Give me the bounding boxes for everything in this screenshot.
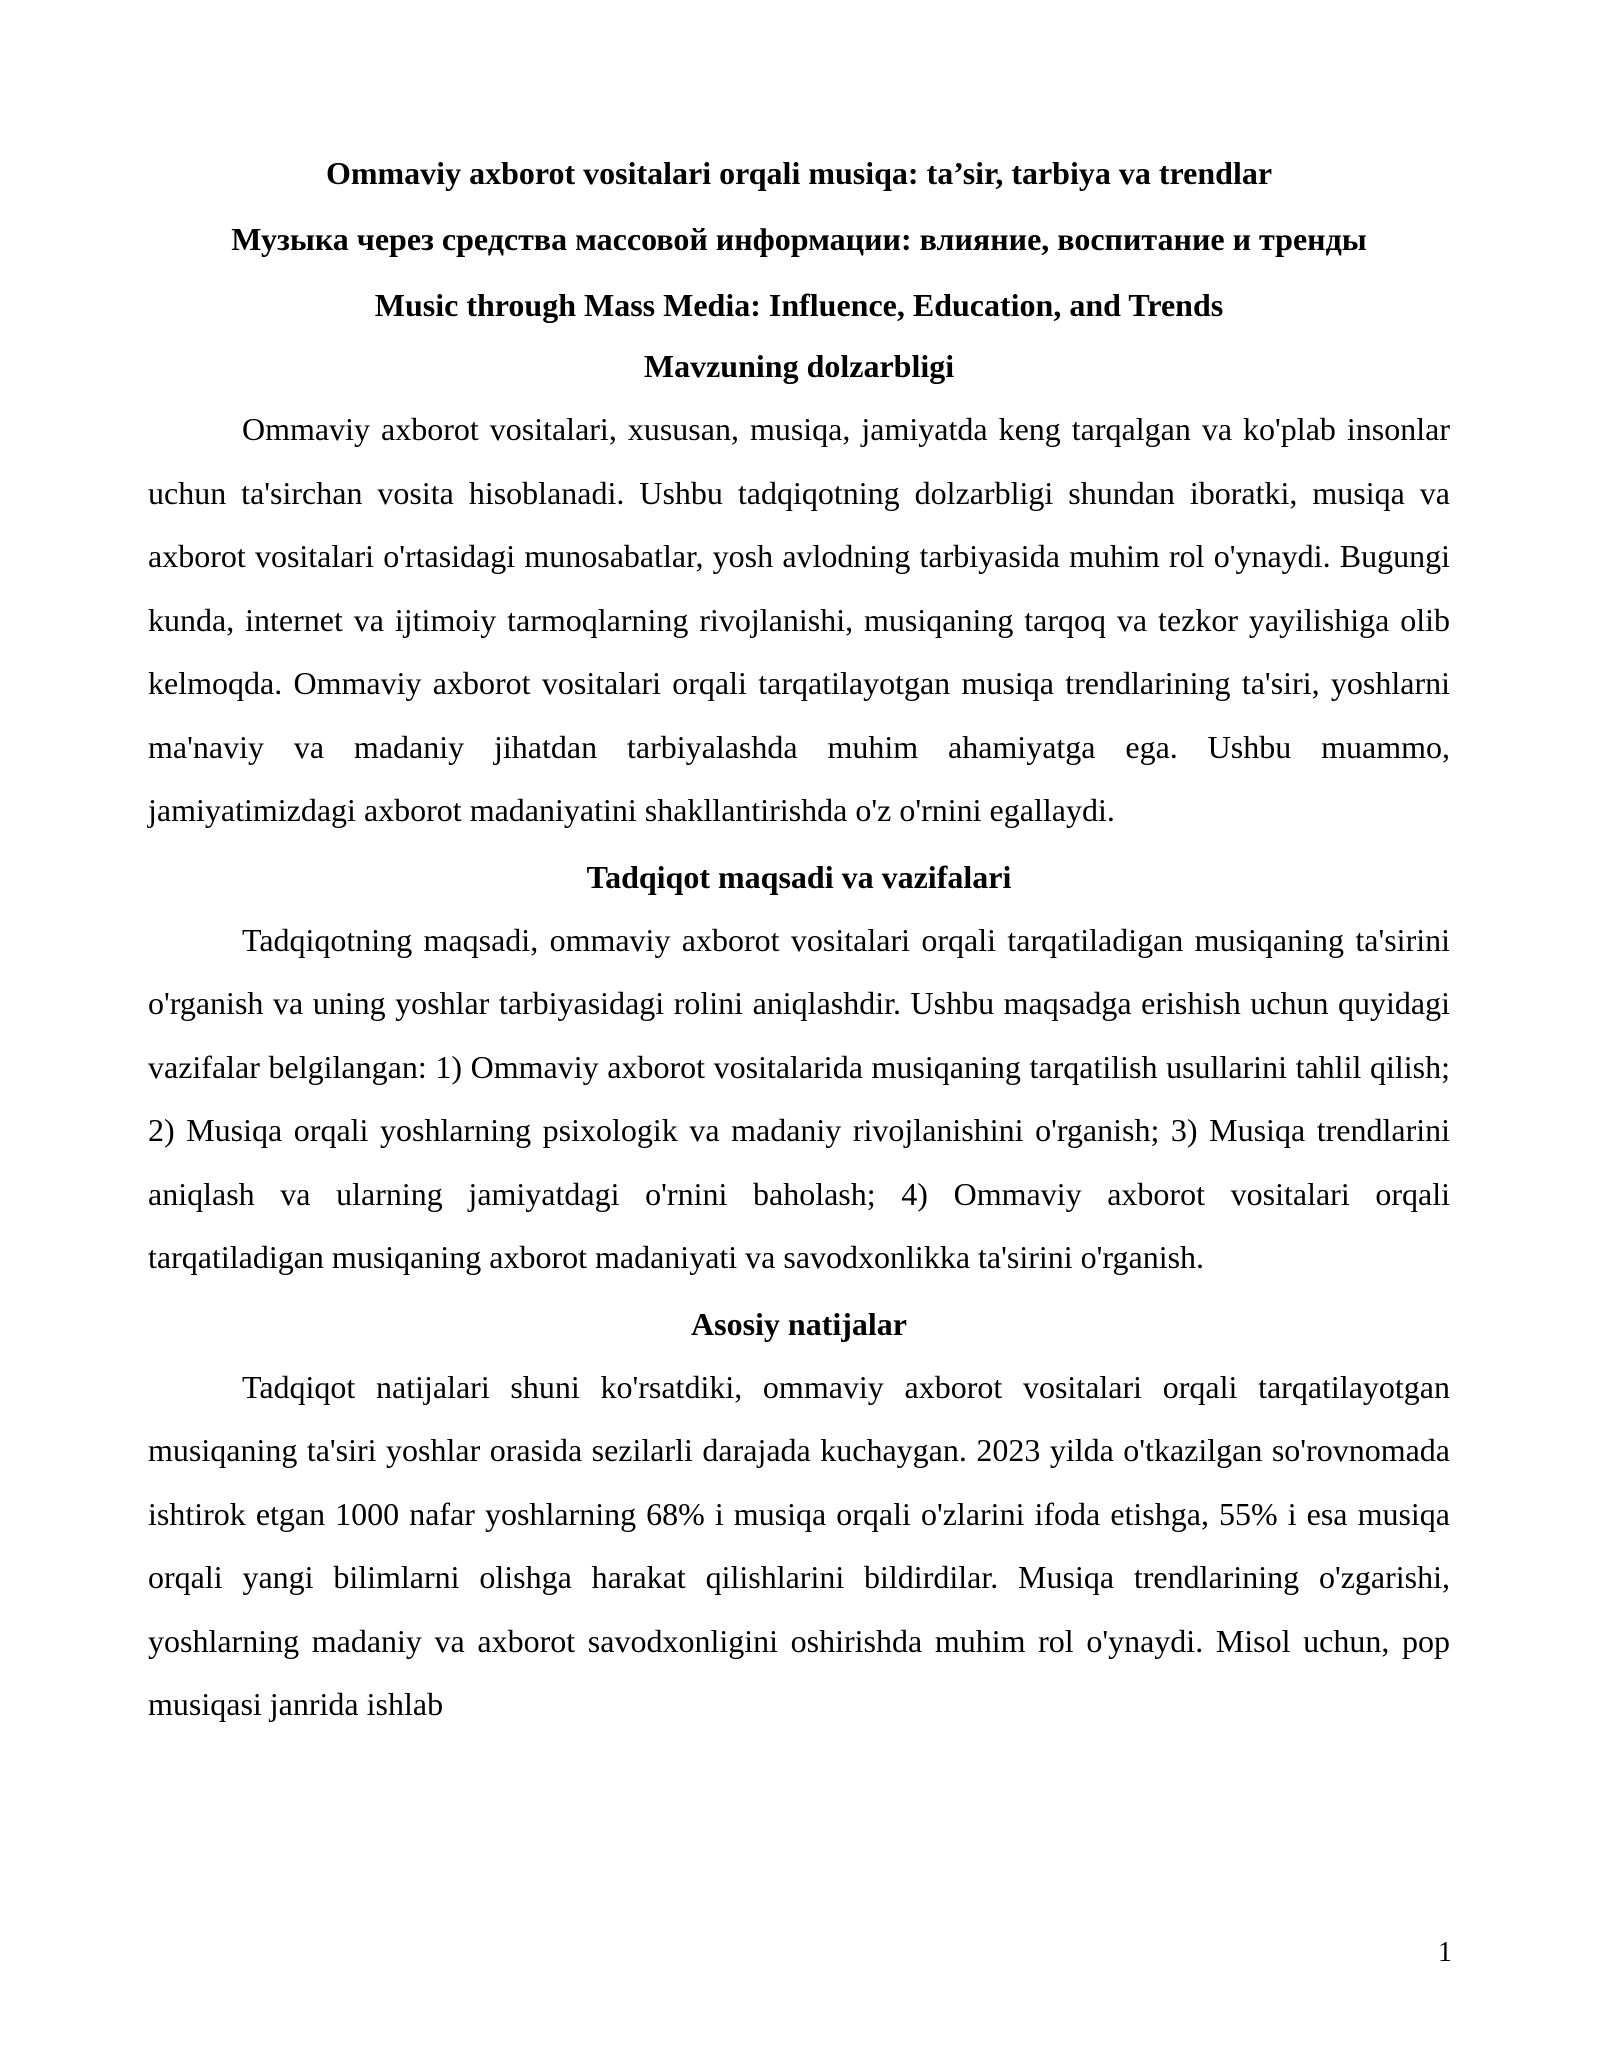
title-english: Music through Mass Media: Influence, Education, and Trends xyxy=(374,287,1224,323)
page-number: 1 xyxy=(1438,1937,1452,1968)
title-uzbek: Ommaviy axborot vositalari orqali musiqa: ta’sir, tarbiya va trendlar xyxy=(325,155,1273,191)
section-heading-results: Asosiy natijalar xyxy=(691,1305,907,1342)
title-russian: Музыка через средства массовой информации: влияние, воспитание и тренды xyxy=(231,221,1367,257)
section-heading-goals: Tadqiqot maqsadi va vazifalari xyxy=(586,858,1012,895)
section-paragraph-goals: Tadqiqotning maqsadi, ommaviy axborot vositalari orqali tarqatiladigan musiqaning ta'sirini o'rganish va uning yoshlar tarbiyasidagi rolini aniqlashdir. Ushbu maqsadga erishish uchun quyidagi vazifalar belgilangan: 1) Ommaviy axborot vositalarida musiqaning tarqatilish usullarini tahlil qilish; 2) Musiqa orqali yoshlarning psixologik va madaniy rivojlanishini o'rganish; 3) Musiqa trendlarini aniqlash va ularning jamiyatdagi o'rnini baholash; 4) Ommaviy axborot vositalari orqali tarqatiladigan musiqaning axborot madaniyati va savodxonlikka ta'sirini o'rganish. xyxy=(148,921,1450,1275)
section-paragraph-relevance: Ommaviy axborot vositalari, xususan, musiqa, jamiyatda keng tarqalgan va ko'plab insonlar uchun ta'sirchan vosita hisoblanadi. Ushbu tadqiqotning dolzarbligi shundan iboratki, musiqa va axborot vositalari o'rtasidagi munosabatlar, yosh avlodning tarbiyasida muhim rol o'ynaydi. Bugungi kunda, internet va ijtimoiy tarmoqlarning rivojlanishi, musiqaning tarqoq va tezkor yayilishiga olib kelmoqda. Ommaviy axborot vositalari orqali tarqatilayotgan musiqa trendlarining ta'siri, yoshlarni ma'naviy va madaniy jihatdan tarbiyalashda muhim ahamiyatga ega. Ushbu muammo, jamiyatimizdagi axborot madaniyatini shakllantirishda o'z o'rnini egallaydi. xyxy=(148,411,1450,828)
section-heading-relevance: Mavzuning dolzarbligi xyxy=(643,348,955,384)
page-content xyxy=(148,140,1450,1737)
section-paragraph-results: Tadqiqot natijalari shuni ko'rsatdiki, ommaviy axborot vositalari orqali tarqatilayotgan musiqaning ta'siri yoshlar orasida sezilarli darajada kuchaygan. 2023 yilda o'tkazilgan so'rovnomada ishtirok etgan 1000 nafar yoshlarning 68% i musiqa orqali o'zlarini ifoda etishga, 55% i esa musiqa orqali yangi bilimlarni olishga harakat qilishlarini bildirdilar. Musiqa trendlarining o'zgarishi, yoshlarning madaniy va axborot savodxonligini oshirishda muhim rol o'ynaydi. Misol uchun, pop musiqasi janrida ishlab xyxy=(148,1368,1450,1722)
